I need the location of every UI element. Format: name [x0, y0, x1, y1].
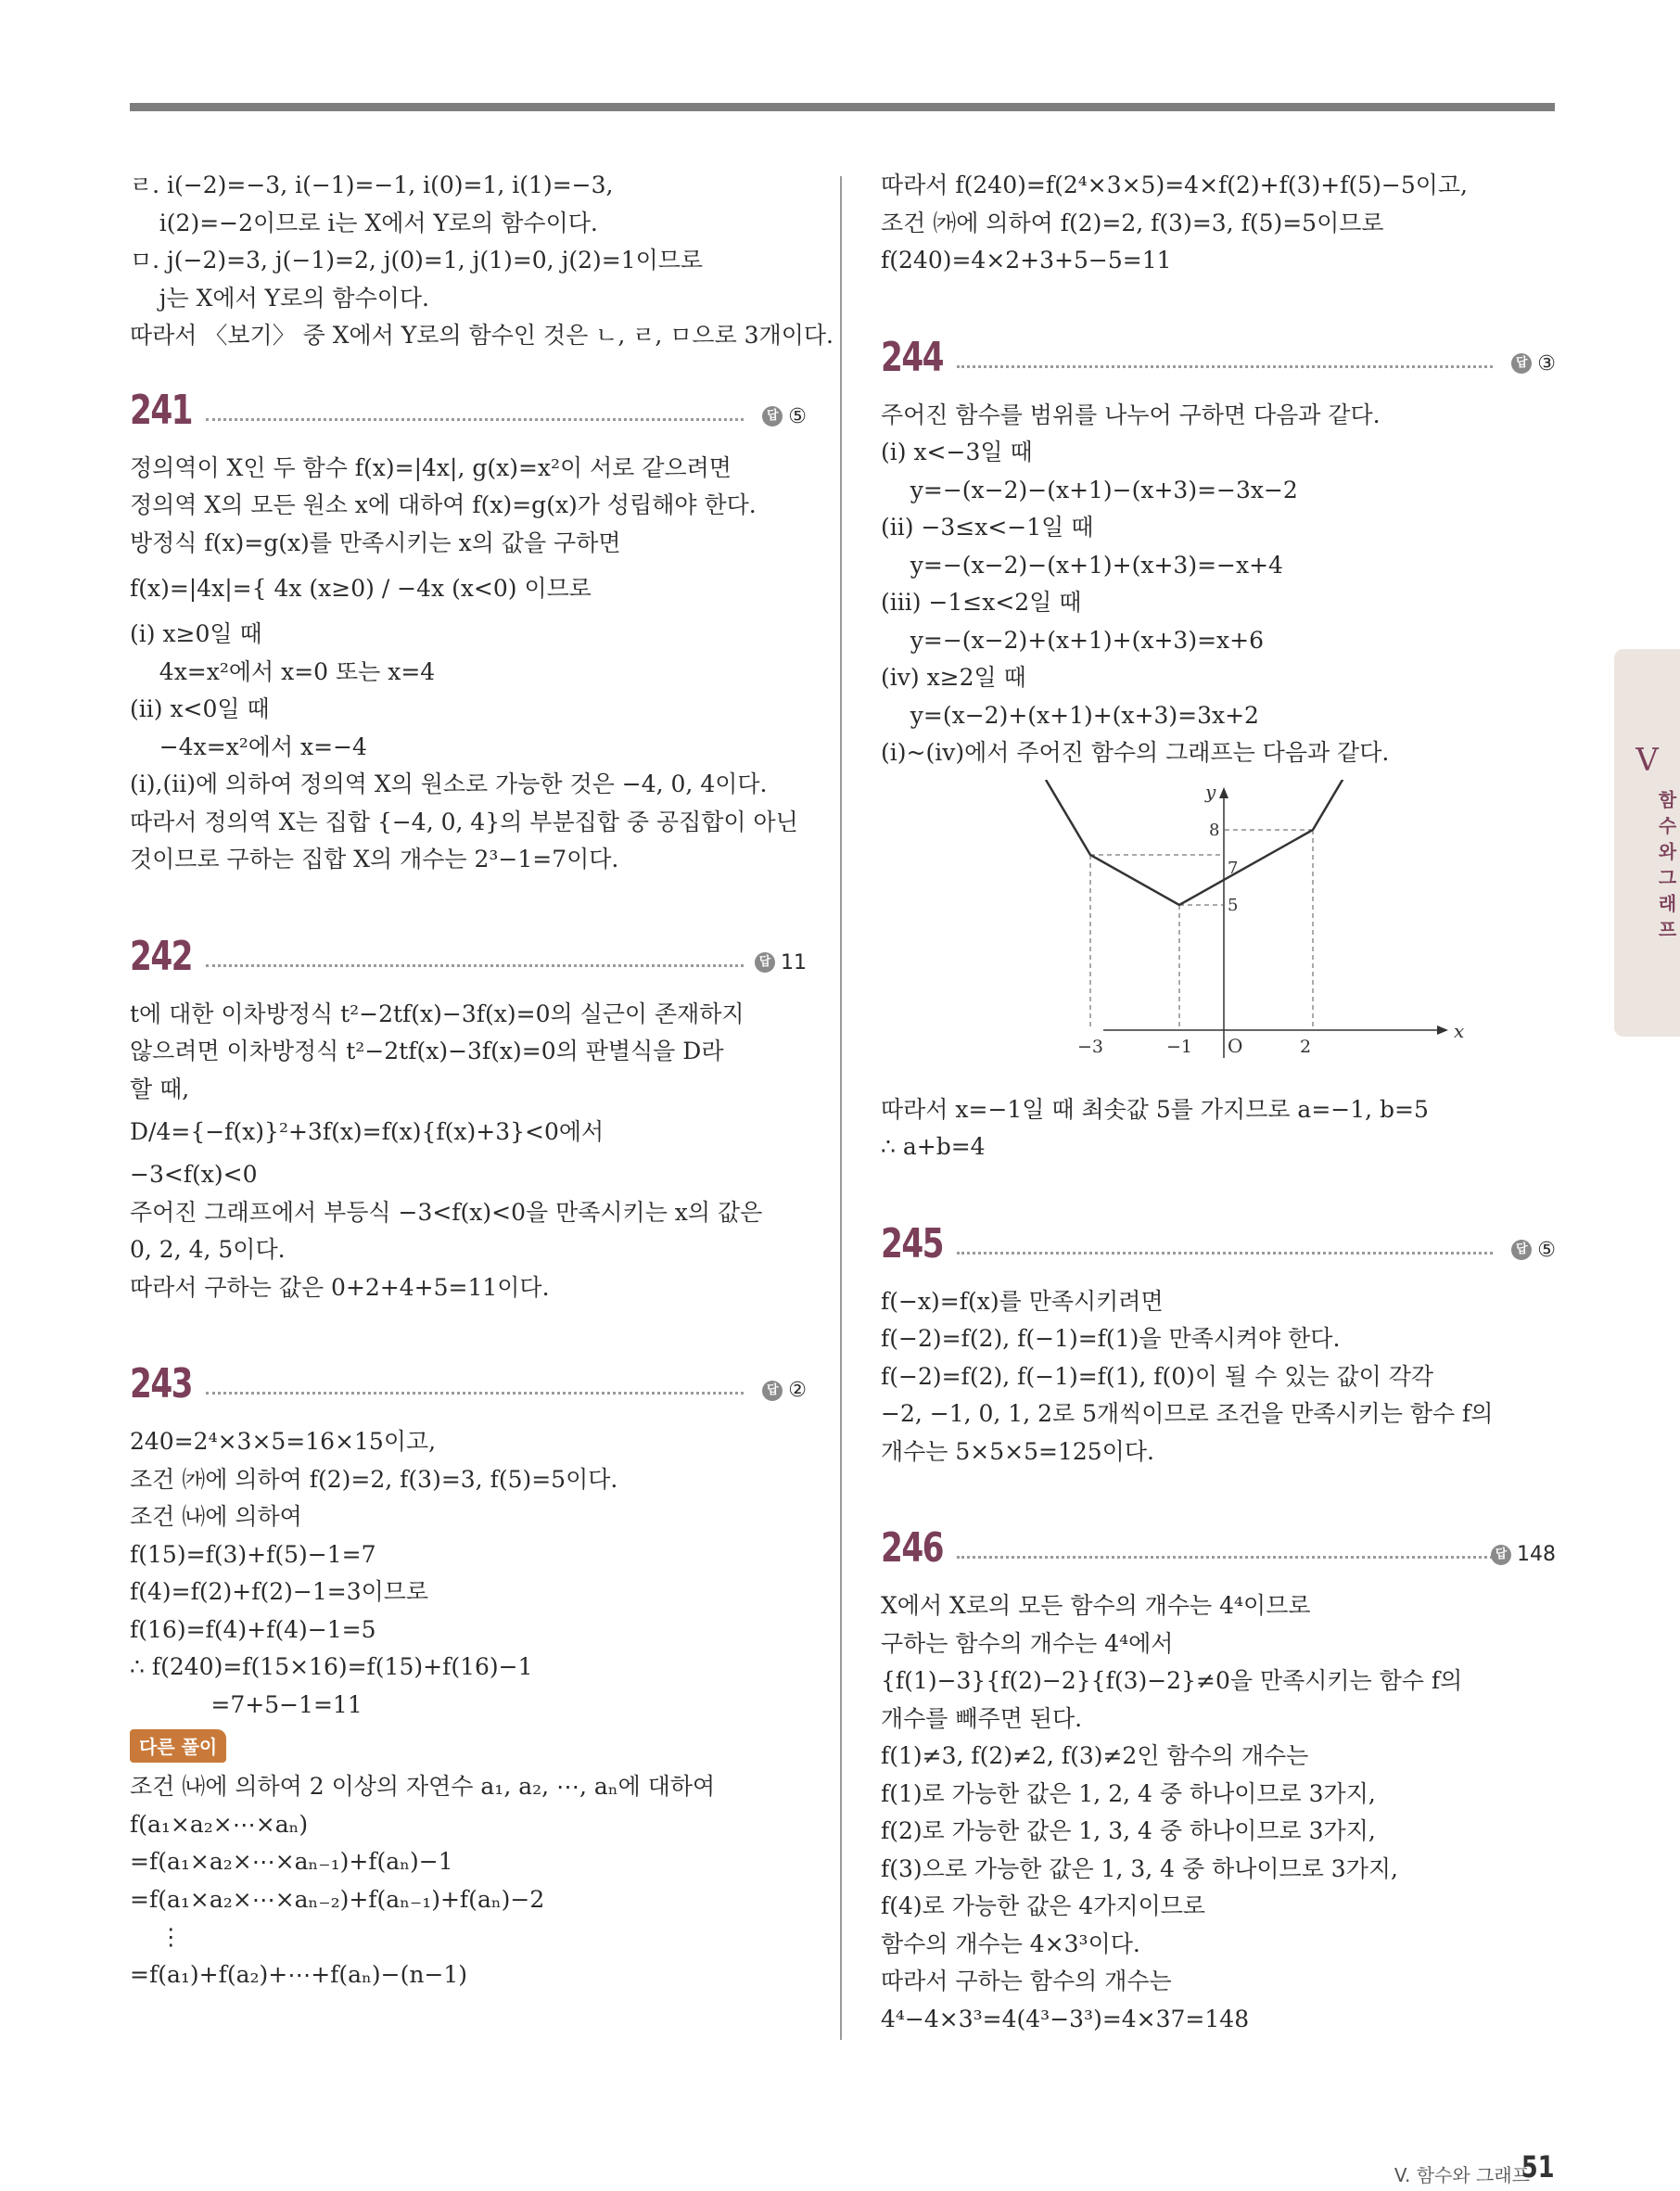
y-tick-label: 7	[1228, 858, 1239, 878]
footer-section-title: V. 함수와 그래프	[1394, 2164, 1530, 2186]
y-axis-arrow-icon	[1219, 787, 1228, 798]
text-line: −3<f(x)<0	[130, 1161, 258, 1188]
problem-number: 245	[881, 1219, 943, 1267]
right-column	[881, 167, 1556, 2038]
problem-242-header	[130, 933, 807, 988]
x-tick-label: −1	[1166, 1036, 1193, 1057]
alternative-solution-badge: 다른 풀이	[130, 1729, 226, 1763]
text-line: y=(x−2)+(x+1)+(x+3)=3x+2	[881, 701, 1259, 729]
dotted-leader	[206, 964, 744, 967]
text-line: f(x)=|4x|={ 4x (x≥0) / −4x (x<0) 이므로	[130, 575, 592, 602]
text-line: 개수는 5×5×5=125이다.	[881, 1437, 1154, 1465]
dotted-leader	[957, 1556, 1493, 1559]
text-line: i(2)=−2이므로 i는 X에서 Y로의 함수이다.	[130, 209, 598, 236]
problem-243-continuation	[881, 167, 1556, 280]
answer-value: ②	[788, 1379, 807, 1402]
problem-246-body	[881, 1587, 1556, 2038]
problem-number: 242	[130, 932, 192, 980]
dotted-leader	[957, 365, 1493, 368]
text-line: 조건 ㈏에 의하여	[130, 1503, 302, 1530]
text-line: 정의역이 X인 두 함수 f(x)=|4x|, g(x)=x²이 서로 같으려면	[130, 453, 732, 481]
answer-mark-icon: 답	[1491, 1545, 1511, 1565]
text-line: (ii) x<0일 때	[130, 695, 270, 722]
x-axis-label: x	[1454, 1019, 1465, 1042]
answer-mark-icon: 답	[762, 406, 783, 427]
text-line: (i)~(iv)에서 주어진 함수의 그래프는 다음과 같다.	[881, 739, 1390, 766]
text-line: (ii) −3≤x<−1일 때	[881, 514, 1094, 541]
text-line: {f(1)−3}{f(2)−2}{f(3)−2}≠0을 만족시키는 함수 f의	[881, 1667, 1463, 1694]
text-line: f(1)로 가능한 값은 1, 2, 4 중 하나이므로 3가지,	[881, 1779, 1376, 1807]
text-line: y=−(x−2)−(x+1)+(x+3)=−x+4	[881, 551, 1283, 579]
text-line: 주어진 그래프에서 부등식 −3<f(x)<0을 만족시키는 x의 값은	[130, 1198, 763, 1226]
y-axis-label: y	[1205, 780, 1216, 803]
text-line: f(2)로 가능한 값은 1, 3, 4 중 하나이므로 3가지,	[881, 1817, 1376, 1844]
top-rule	[130, 103, 1555, 111]
text-line: f(a₁×a₂×⋯×aₙ)	[130, 1810, 309, 1838]
x-tick-label: 2	[1300, 1036, 1312, 1057]
text-line: (iv) x≥2일 때	[881, 664, 1026, 691]
text-line: 0, 2, 4, 5이다.	[130, 1236, 286, 1263]
column-divider	[840, 176, 842, 2040]
text-line: f(1)≠3, f(2)≠2, f(3)≠2인 함수의 개수는	[881, 1742, 1309, 1769]
text-line: =f(a₁×a₂×⋯×aₙ₋₂)+f(aₙ₋₁)+f(aₙ)−2	[130, 1885, 545, 1913]
text-line: 따라서 정의역 X는 집합 {−4, 0, 4}의 부분집합 중 공집합이 아닌	[130, 808, 798, 835]
dotted-leader	[206, 1392, 744, 1395]
text-line: =f(a₁)+f(a₂)+⋯+f(aₙ)−(n−1)	[130, 1960, 468, 1988]
function-graph	[881, 780, 1556, 1086]
text-line: f(15)=f(3)+f(5)−1=7	[130, 1540, 376, 1568]
text-line: f(3)으로 가능한 값은 1, 3, 4 중 하나이므로 3가지,	[881, 1854, 1398, 1882]
answer-value: ⑤	[1537, 1238, 1556, 1262]
answer-badge	[755, 951, 807, 974]
text-line: t에 대한 이차방정식 t²−2tf(x)−3f(x)=0의 실근이 존재하지	[130, 1000, 745, 1027]
text-line: f(4)=f(2)+f(2)−1=3이므로	[130, 1578, 429, 1605]
answer-badge	[1511, 1239, 1556, 1262]
text-line: (i) x<−3일 때	[881, 439, 1033, 465]
problem-245-body	[881, 1283, 1556, 1471]
text-line: 따라서 f(240)=f(2⁴×3×5)=4×f(2)+f(3)+f(5)−5이고,	[881, 172, 1469, 198]
text-line: 함수의 개수는 4×3³이다.	[881, 1930, 1140, 1957]
text-line: 4x=x²에서 x=0 또는 x=4	[130, 657, 436, 685]
text-line: −2, −1, 0, 1, 2로 5개씩이므로 조건을 만족시키는 함수 f의	[881, 1400, 1494, 1427]
x-tick-label: −3	[1077, 1036, 1104, 1057]
text-line: 구하는 함수의 개수는 4⁴에서	[881, 1629, 1174, 1657]
text-line: 않으려면 이차방정식 t²−2tf(x)−3f(x)=0의 판별식을 D라	[130, 1038, 724, 1064]
answer-mark-icon: 답	[762, 1381, 783, 1401]
problem-241-body	[130, 450, 807, 879]
text-line: 4⁴−4×3³=4(4³−3³)=4×37=148	[881, 2005, 1250, 2032]
page-number: 51	[1521, 2149, 1555, 2185]
problem-number: 243	[130, 1360, 192, 1408]
y-tick-label: 8	[1209, 820, 1220, 840]
left-column	[130, 167, 834, 1994]
text-line: y=−(x−2)+(x+1)+(x+3)=x+6	[881, 626, 1264, 654]
problem-245-header	[881, 1220, 1556, 1276]
text-line: f(16)=f(4)+f(4)−1=5	[130, 1615, 376, 1643]
problem-number: 246	[881, 1524, 943, 1572]
origin-label: O	[1228, 1034, 1243, 1057]
problem-244-body	[881, 397, 1556, 1166]
text-line: f(−2)=f(2), f(−1)=f(1)을 만족시켜야 한다.	[881, 1325, 1341, 1352]
text-line: f(240)=4×2+3+5−5=11	[881, 247, 1172, 274]
text-line: 따라서 구하는 함수의 개수는	[881, 1968, 1172, 1994]
answer-value: ③	[1537, 351, 1556, 376]
text-line: (iii) −1≤x<2일 때	[881, 589, 1082, 616]
answer-badge	[762, 405, 807, 428]
text-line: 개수를 빼주면 된다.	[881, 1704, 1083, 1732]
y-tick-label: 5	[1228, 895, 1239, 915]
text-line: f(4)로 가능한 값은 4가지이므로	[881, 1892, 1206, 1919]
text-line: (i) x≥0일 때	[130, 620, 262, 647]
text-line: 조건 ㈎에 의하여 f(2)=2, f(3)=3, f(5)=5이다.	[130, 1465, 618, 1493]
chapter-title: 함수와그래프	[1655, 790, 1677, 946]
text-line: j는 X에서 Y로의 함수이다.	[130, 284, 429, 312]
answer-value: 148	[1517, 1543, 1556, 1566]
problem-241-header	[130, 387, 807, 442]
text-line: 주어진 함수를 범위를 나누어 구하면 다음과 같다.	[881, 401, 1381, 428]
text-line: 조건 ㈏에 의하여 2 이상의 자연수 a₁, a₂, ⋯, aₙ에 대하여	[130, 1773, 716, 1800]
text-line: (i),(ii)에 의하여 정의역 X의 원소로 가능한 것은 −4, 0, 4이다.	[130, 771, 768, 797]
text-line: y=−(x−2)−(x+1)−(x+3)=−3x−2	[881, 476, 1298, 503]
text-line: X에서 X로의 모든 함수의 개수는 4⁴이므로	[881, 1592, 1311, 1619]
answer-value: ⑤	[788, 404, 807, 428]
function-line	[1046, 780, 1357, 905]
dotted-leader	[206, 418, 744, 421]
answer-mark-icon: 답	[1511, 1240, 1532, 1260]
chapter-roman-numeral: V	[1635, 742, 1659, 779]
text-line: =7+5−1=11	[130, 1690, 363, 1718]
intro-continuation	[130, 167, 834, 355]
text-line: ∴ a+b=4	[881, 1133, 986, 1160]
text-line: 따라서 〈보기〉 중 X에서 Y로의 함수인 것은 ㄴ, ㄹ, ㅁ으로 3개이다.	[130, 322, 834, 349]
text-line: f(−2)=f(2), f(−1)=f(1), f(0)이 될 수 있는 값이 각각	[881, 1362, 1433, 1390]
dotted-leader	[957, 1252, 1493, 1255]
text-line: 방정식 f(x)=g(x)를 만족시키는 x의 값을 구하면	[130, 529, 621, 556]
text-line: 240=2⁴×3×5=16×15이고,	[130, 1428, 437, 1455]
text-line: 할 때,	[130, 1075, 190, 1102]
x-axis-arrow-icon	[1437, 1025, 1448, 1035]
text-line: ㄹ. i(−2)=−3, i(−1)=−1, i(0)=1, i(1)=−3,	[130, 172, 614, 198]
answer-mark-icon: 답	[1511, 353, 1532, 374]
problem-number: 244	[881, 333, 943, 381]
problem-number: 241	[130, 386, 192, 434]
text-line: 것이므로 구하는 집합 X의 개수는 2³−1=7이다.	[130, 846, 619, 873]
answer-badge	[762, 1379, 807, 1402]
answer-value: 11	[781, 950, 807, 974]
problem-246-header	[881, 1524, 1556, 1580]
answer-badge	[1491, 1543, 1556, 1566]
text-line: D/4={−f(x)}²+3f(x)=f(x){f(x)+3}<0에서	[130, 1118, 605, 1145]
chapter-side-tab	[1614, 649, 1680, 1037]
text-line: ∴ f(240)=f(15×16)=f(15)+f(16)−1	[130, 1653, 533, 1680]
text-line: −4x=x²에서 x=−4	[130, 732, 367, 760]
text-line: 따라서 x=−1일 때 최솟값 5를 가지므로 a=−1, b=5	[881, 1095, 1429, 1123]
text-line: =f(a₁×a₂×⋯×aₙ₋₁)+f(aₙ)−1	[130, 1848, 453, 1875]
text-line: 따라서 구하는 값은 0+2+4+5=11이다.	[130, 1273, 550, 1301]
problem-242-body	[130, 996, 807, 1307]
graph-svg	[881, 780, 1556, 1086]
text-line: 정의역 X의 모든 원소 x에 대하여 f(x)=g(x)가 성립해야 한다.	[130, 491, 757, 518]
problem-243-header	[130, 1360, 807, 1416]
problem-244-header	[881, 334, 1556, 389]
text-line: ⋮	[130, 1923, 183, 1950]
answer-mark-icon: 답	[755, 952, 775, 973]
text-line: 조건 ㈎에 의하여 f(2)=2, f(3)=3, f(5)=5이므로	[881, 209, 1384, 236]
answer-badge	[1511, 352, 1556, 376]
text-line: f(−x)=f(x)를 만족시키려면	[881, 1287, 1164, 1315]
problem-243-body	[130, 1423, 807, 1994]
text-line: ㅁ. j(−2)=3, j(−1)=2, j(0)=1, j(1)=0, j(2)=1이므로	[130, 247, 704, 274]
